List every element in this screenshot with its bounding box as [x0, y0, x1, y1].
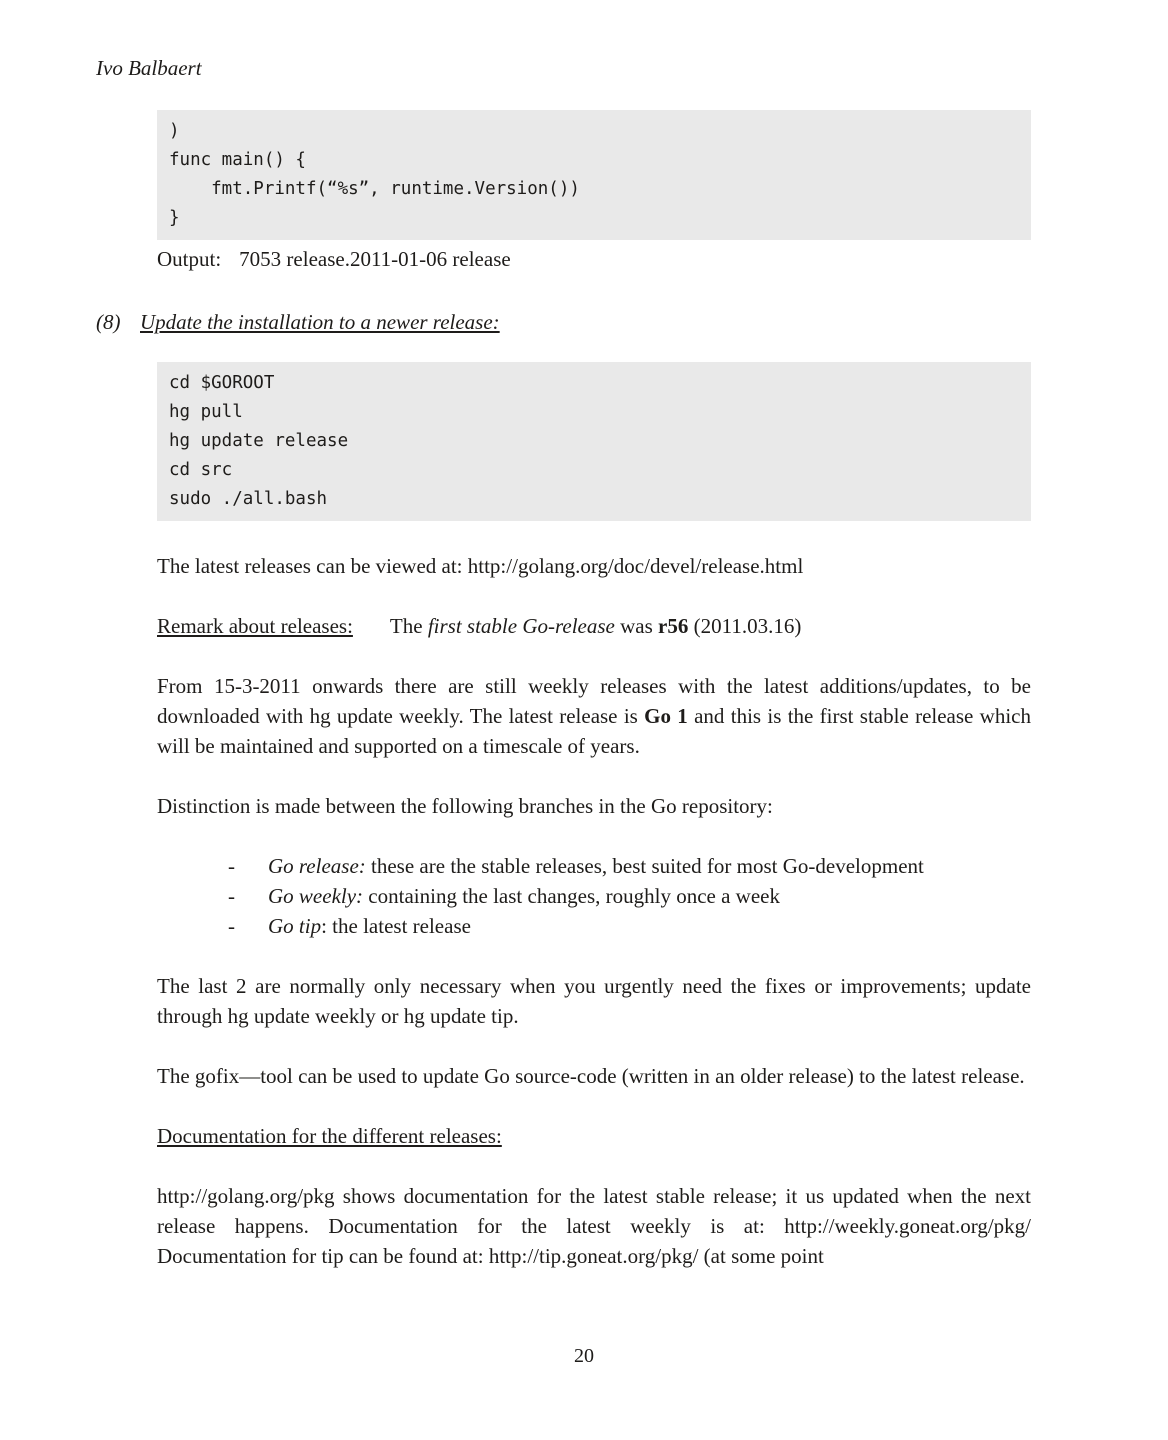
remark-text-pre: The [389, 614, 428, 638]
branch-list [157, 851, 1031, 941]
code-line: cd src [169, 460, 233, 480]
remark-text-post: (2011.03.16) [688, 614, 802, 638]
code-line: sudo ./all.bash [169, 489, 328, 509]
paragraph-gofix: The gofix—tool can be used to update Go source-code (written in an older release) to the latest release. [157, 1064, 1025, 1088]
list-dash: - [228, 854, 235, 878]
heading-documentation [157, 1121, 1031, 1151]
code-line: fmt.Printf(“%s”, runtime.Version()) [169, 179, 580, 199]
paragraph-weekly-releases [157, 671, 1031, 761]
running-header-author: Ivo Balbaert [96, 56, 202, 80]
code-block-update-commands [157, 362, 1031, 521]
branch-term: Go tip [268, 914, 322, 938]
branch-text [268, 851, 924, 881]
list-item-go-tip [228, 911, 1031, 941]
remark-label: Remark about releases: [157, 614, 353, 638]
section-title: Update the installation to a newer release: [140, 310, 500, 334]
code-line: cd $GOROOT [169, 373, 275, 393]
code-line: hg update release [169, 431, 349, 451]
code-line: func main() { [169, 150, 306, 170]
paragraph-distinction: Distinction is made between the following branches in the Go repository: [157, 794, 773, 818]
remark-italic-term: first stable Go-release [427, 614, 615, 638]
branch-text [268, 911, 471, 941]
output-line [157, 244, 1031, 274]
remark-text-mid: was [614, 614, 659, 638]
output-value: 7053 release.2011-01-06 release [239, 247, 511, 271]
output-label: Output: [157, 247, 222, 271]
branch-term: Go weekly: [268, 884, 364, 908]
page-number: 20 [574, 1345, 594, 1367]
weekly-bold-term: Go 1 [644, 704, 688, 728]
branch-desc: : the latest release [321, 914, 471, 938]
code-line: } [169, 208, 180, 228]
page-content [96, 110, 1032, 1271]
code-block-version-program [157, 110, 1031, 240]
documentation-heading-text: Documentation for the different releases: [157, 1124, 502, 1148]
paragraph-remark [157, 611, 1031, 641]
section-8-heading [96, 307, 1031, 337]
paragraph-latest-releases: The latest releases can be viewed at: http://golang.org/doc/devel/release.html [157, 554, 804, 578]
list-item-go-release [228, 851, 1031, 881]
weekly-part2: and this is the first stable release which will be maintained and supported on a timescale of years. [157, 704, 1032, 758]
code-line: hg pull [169, 402, 243, 422]
branch-term: Go release: [268, 854, 366, 878]
branch-desc: containing the last changes, roughly once a week [363, 884, 780, 908]
weekly-part1: From 15-3-2011 onwards there are still weekly releases with the latest additions/updates, to be downloaded with hg update weekly. The latest release is [157, 674, 1031, 728]
list-dash: - [228, 914, 235, 938]
paragraph-documentation: http://golang.org/pkg shows documentation for the latest stable release; it us updated when the next release happens. Documentation for the latest weekly is at: http://weekly.goneat.org/pkg/ Documentation for tip can be found at: http://tip.goneat.org/pkg/ (at some point [157, 1184, 1031, 1268]
branch-desc: these are the stable releases, best suited for most Go-development [365, 854, 924, 878]
list-dash: - [228, 884, 235, 908]
list-item-go-weekly [228, 881, 1031, 911]
section-number: (8) [96, 310, 121, 334]
branch-text [268, 881, 780, 911]
remark-bold-term: r56 [658, 614, 689, 638]
code-line: ) [169, 121, 180, 141]
paragraph-last-two: The last 2 are normally only necessary when you urgently need the fixes or improvements; update through hg update weekly or hg update tip. [157, 974, 1031, 1028]
